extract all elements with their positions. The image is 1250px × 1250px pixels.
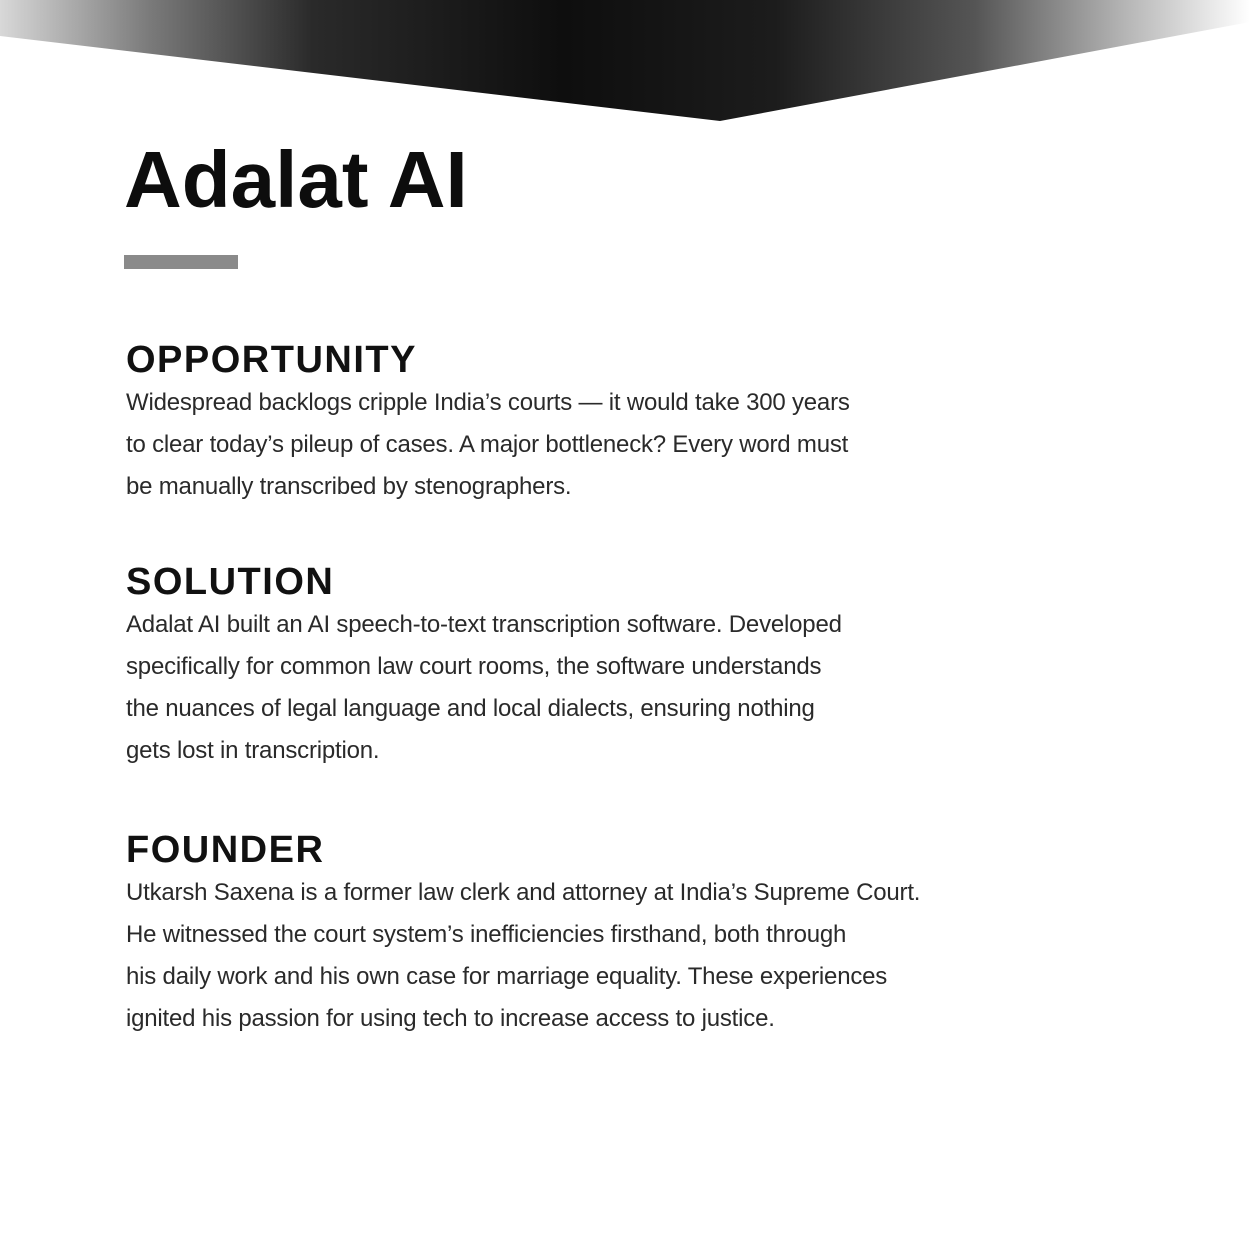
opportunity-section <box>126 338 1026 508</box>
solution-body <box>126 604 1026 772</box>
solution-line: gets lost in transcription. <box>126 737 380 764</box>
title-underline <box>124 255 238 269</box>
founder-section <box>126 828 1026 1040</box>
opportunity-line: be manually transcribed by stenographers. <box>126 473 572 500</box>
solution-line: Adalat AI built an AI speech-to-text transcription software. Developed <box>126 611 842 638</box>
founder-heading: FOUNDER <box>126 829 325 871</box>
founder-line: He witnessed the court system’s inefficiencies firsthand, both through <box>126 921 847 948</box>
opportunity-line: to clear today’s pileup of cases. A major bottleneck? Every word must <box>126 431 849 458</box>
opportunity-body <box>126 382 1026 508</box>
founder-line: ignited his passion for using tech to increase access to justice. <box>126 1005 775 1032</box>
founder-line: Utkarsh Saxena is a former law clerk and attorney at India’s Supreme Court. <box>126 879 921 906</box>
opportunity-heading: OPPORTUNITY <box>126 339 417 381</box>
solution-heading: SOLUTION <box>126 561 335 603</box>
founder-body <box>126 872 1026 1040</box>
solution-line: the nuances of legal language and local dialects, ensuring nothing <box>126 695 815 722</box>
solution-line: specifically for common law court rooms, the software understands <box>126 653 822 680</box>
top-banner-graphic <box>0 0 1250 122</box>
solution-section <box>126 560 1026 772</box>
page-title: Adalat AI <box>124 135 468 224</box>
founder-line: his daily work and his own case for marriage equality. These experiences <box>126 963 888 990</box>
opportunity-line: Widespread backlogs cripple India’s courts — it would take 300 years <box>126 389 850 416</box>
